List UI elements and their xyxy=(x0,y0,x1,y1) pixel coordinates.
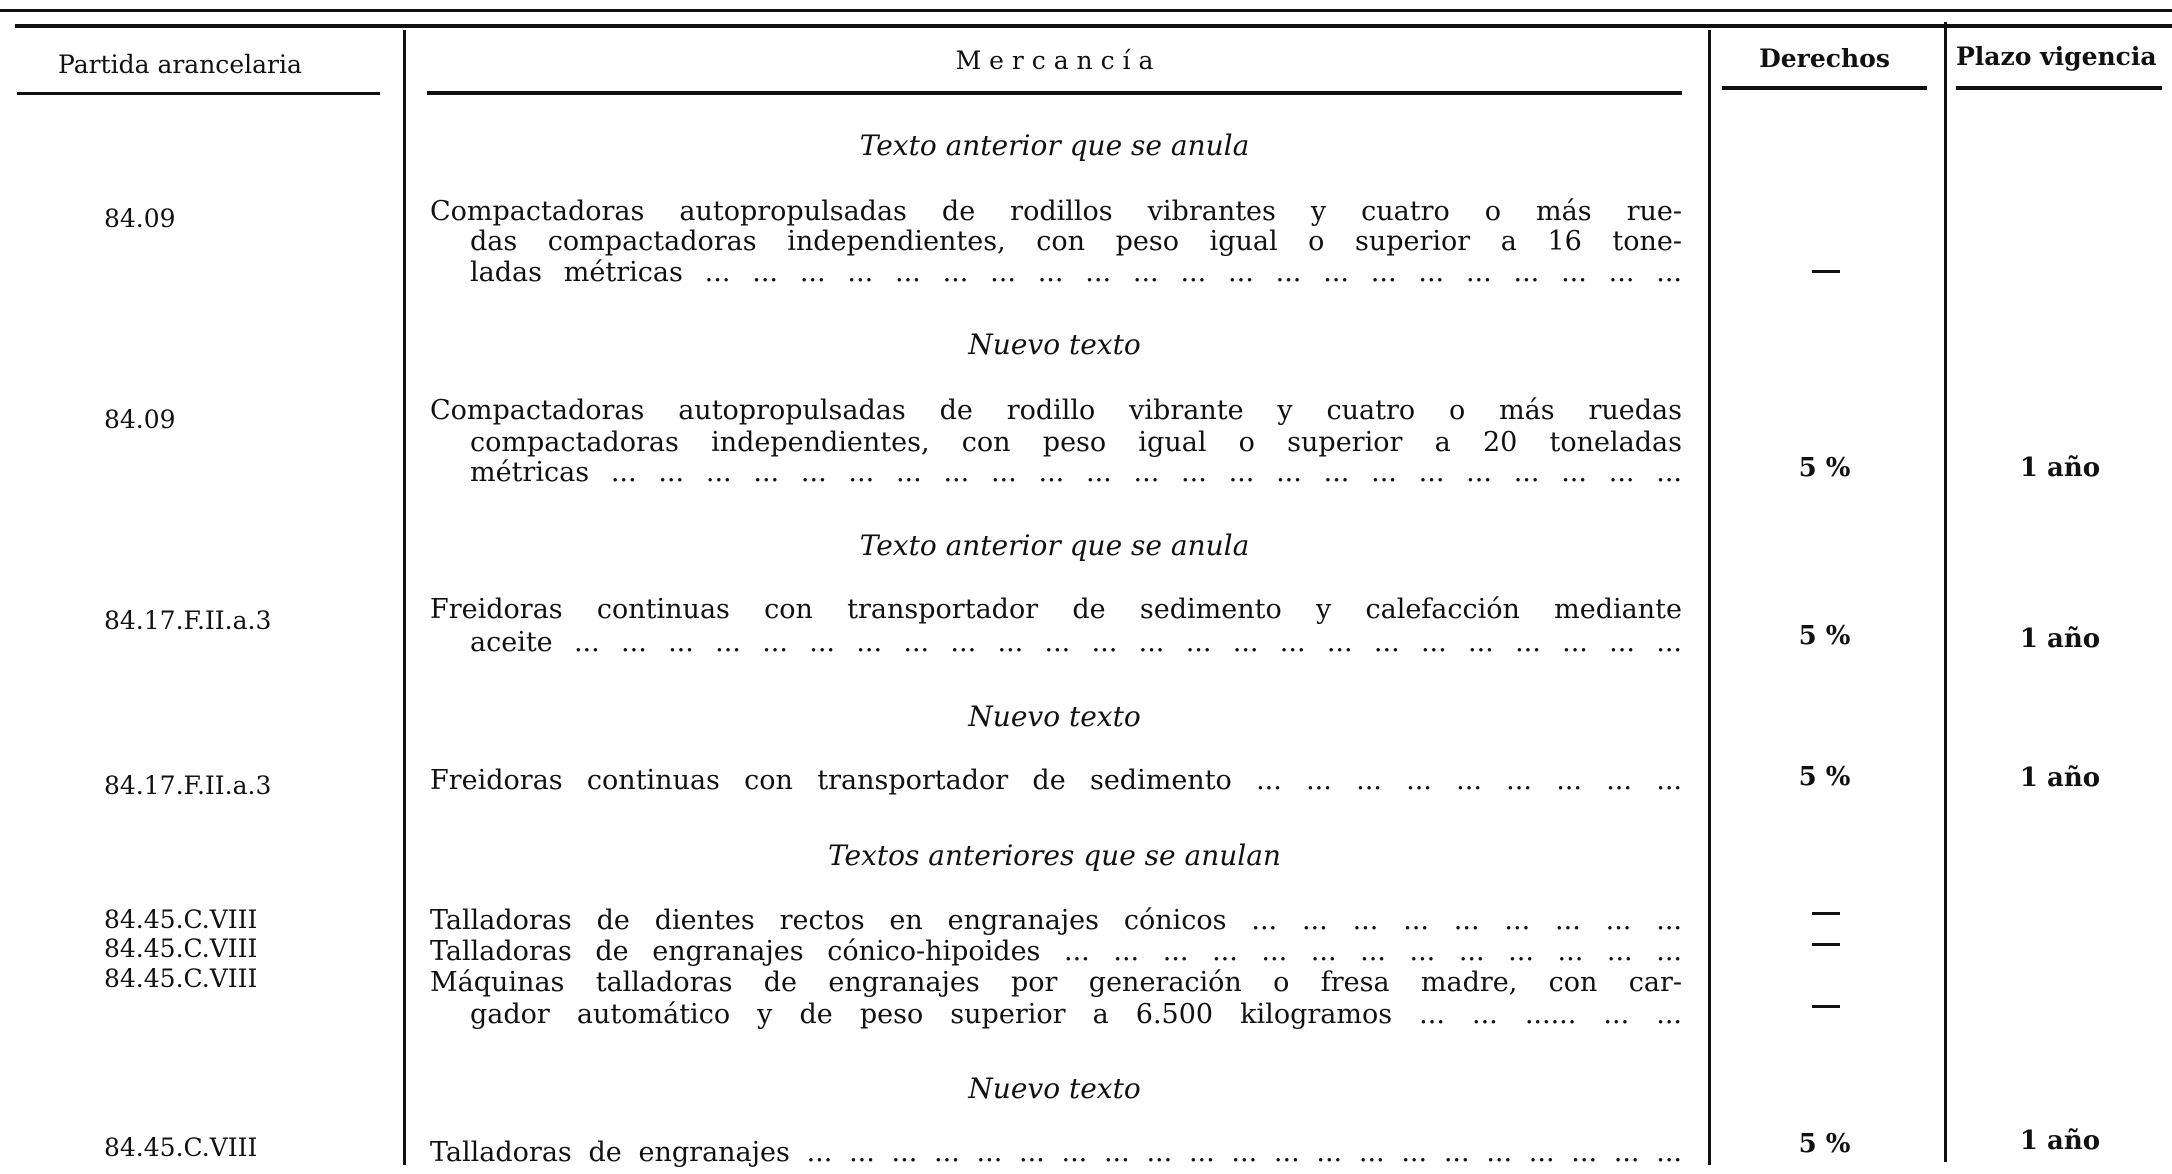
derechos-value: 5 % xyxy=(1798,621,1851,651)
description-line: Talladoras de dientes rectos en engranajes cónicos ... ... ... ... ... ... ... ... ... xyxy=(430,906,1682,936)
section-heading: Texto anterior que se anula xyxy=(859,529,1250,562)
tariff-code: 84.09 xyxy=(104,204,176,233)
section-heading: Texto anterior que se anula xyxy=(859,129,1250,162)
plazo-value: 1 año xyxy=(2019,453,2101,483)
description-line: das compactadoras independientes, con peso igual o superior a 16 tone- xyxy=(470,227,1682,257)
tariff-code: 84.45.C.VIII xyxy=(104,934,258,963)
derechos-dash xyxy=(1812,912,1840,915)
header-underline xyxy=(427,91,1682,95)
tariff-code: 84.09 xyxy=(104,405,176,434)
header-mercancia: M e r c a n c í a xyxy=(955,46,1154,75)
derechos-dash xyxy=(1812,943,1840,946)
plazo-value: 1 año xyxy=(2019,763,2101,793)
header-derechos: Derechos xyxy=(1759,44,1890,73)
tariff-code: 84.17.F.II.a.3 xyxy=(104,771,272,800)
column-divider xyxy=(1944,22,1947,1162)
tariff-code: 84.45.C.VIII xyxy=(104,964,258,993)
header-partida: Partida arancelaria xyxy=(58,50,302,79)
derechos-value: 5 % xyxy=(1798,453,1851,483)
derechos-value: 5 % xyxy=(1798,762,1851,792)
description-line: Máquinas talladoras de engranajes por generación o fresa madre, con car- xyxy=(430,968,1682,998)
description-line: Talladoras de engranajes ... ... ... ... ... ... ... ... ... ... ... ... ... ... ... ... ... ... ... ... ... xyxy=(430,1138,1682,1168)
description-line: compactadoras independientes, con peso igual o superior a 20 toneladas xyxy=(470,428,1682,458)
description-line: Talladoras de engranajes cónico-hipoides ... ... ... ... ... ... ... ... ... ... ... ... ... xyxy=(430,937,1682,967)
section-heading: Textos anteriores que se anulan xyxy=(828,839,1281,872)
section-heading: Nuevo texto xyxy=(968,328,1141,361)
top-rule xyxy=(0,9,2172,12)
description-line: Freidoras continuas con transportador de sedimento ... ... ... ... ... ... ... ... ... xyxy=(430,766,1682,796)
derechos-dash xyxy=(1812,270,1840,273)
tariff-code: 84.17.F.II.a.3 xyxy=(104,606,272,635)
description-line: métricas ... ... ... ... ... ... ... ... ... ... ... ... ... ... ... ... ... ... ... ... ... ... ... xyxy=(470,458,1682,488)
description-line: Compactadoras autopropulsadas de rodillo vibrante y cuatro o más ruedas xyxy=(430,396,1682,426)
plazo-value: 1 año xyxy=(2019,624,2101,654)
description-line: ladas métricas ... ... ... ... ... ... ... ... ... ... ... ... ... ... ... ... ... ... ... ... ... xyxy=(470,258,1682,288)
derechos-value: 5 % xyxy=(1798,1129,1851,1159)
description-line: aceite ... ... ... ... ... ... ... ... ... ... ... ... ... ... ... ... ... ... ... ... ... ... ... ... xyxy=(470,628,1682,658)
column-divider xyxy=(1708,30,1711,1165)
tariff-code: 84.45.C.VIII xyxy=(104,905,258,934)
header-plazo: Plazo vigencia xyxy=(1956,42,2157,71)
header-underline xyxy=(1722,86,1927,90)
section-heading: Nuevo texto xyxy=(968,1072,1141,1105)
top-rule-2 xyxy=(15,24,2172,28)
header-underline xyxy=(1956,86,2162,90)
description-line: gador automático y de peso superior a 6.500 kilogramos ... ... ...... ... ... xyxy=(470,1000,1682,1030)
description-line: Freidoras continuas con transportador de sedimento y calefacción mediante xyxy=(430,595,1682,625)
plazo-value: 1 año xyxy=(2019,1126,2101,1156)
derechos-dash xyxy=(1812,1005,1840,1008)
tariff-code: 84.45.C.VIII xyxy=(104,1133,258,1162)
column-divider xyxy=(403,30,406,1165)
header-underline xyxy=(17,92,380,95)
description-line: Compactadoras autopropulsadas de rodillos vibrantes y cuatro o más rue- xyxy=(430,197,1682,227)
section-heading: Nuevo texto xyxy=(968,700,1141,733)
